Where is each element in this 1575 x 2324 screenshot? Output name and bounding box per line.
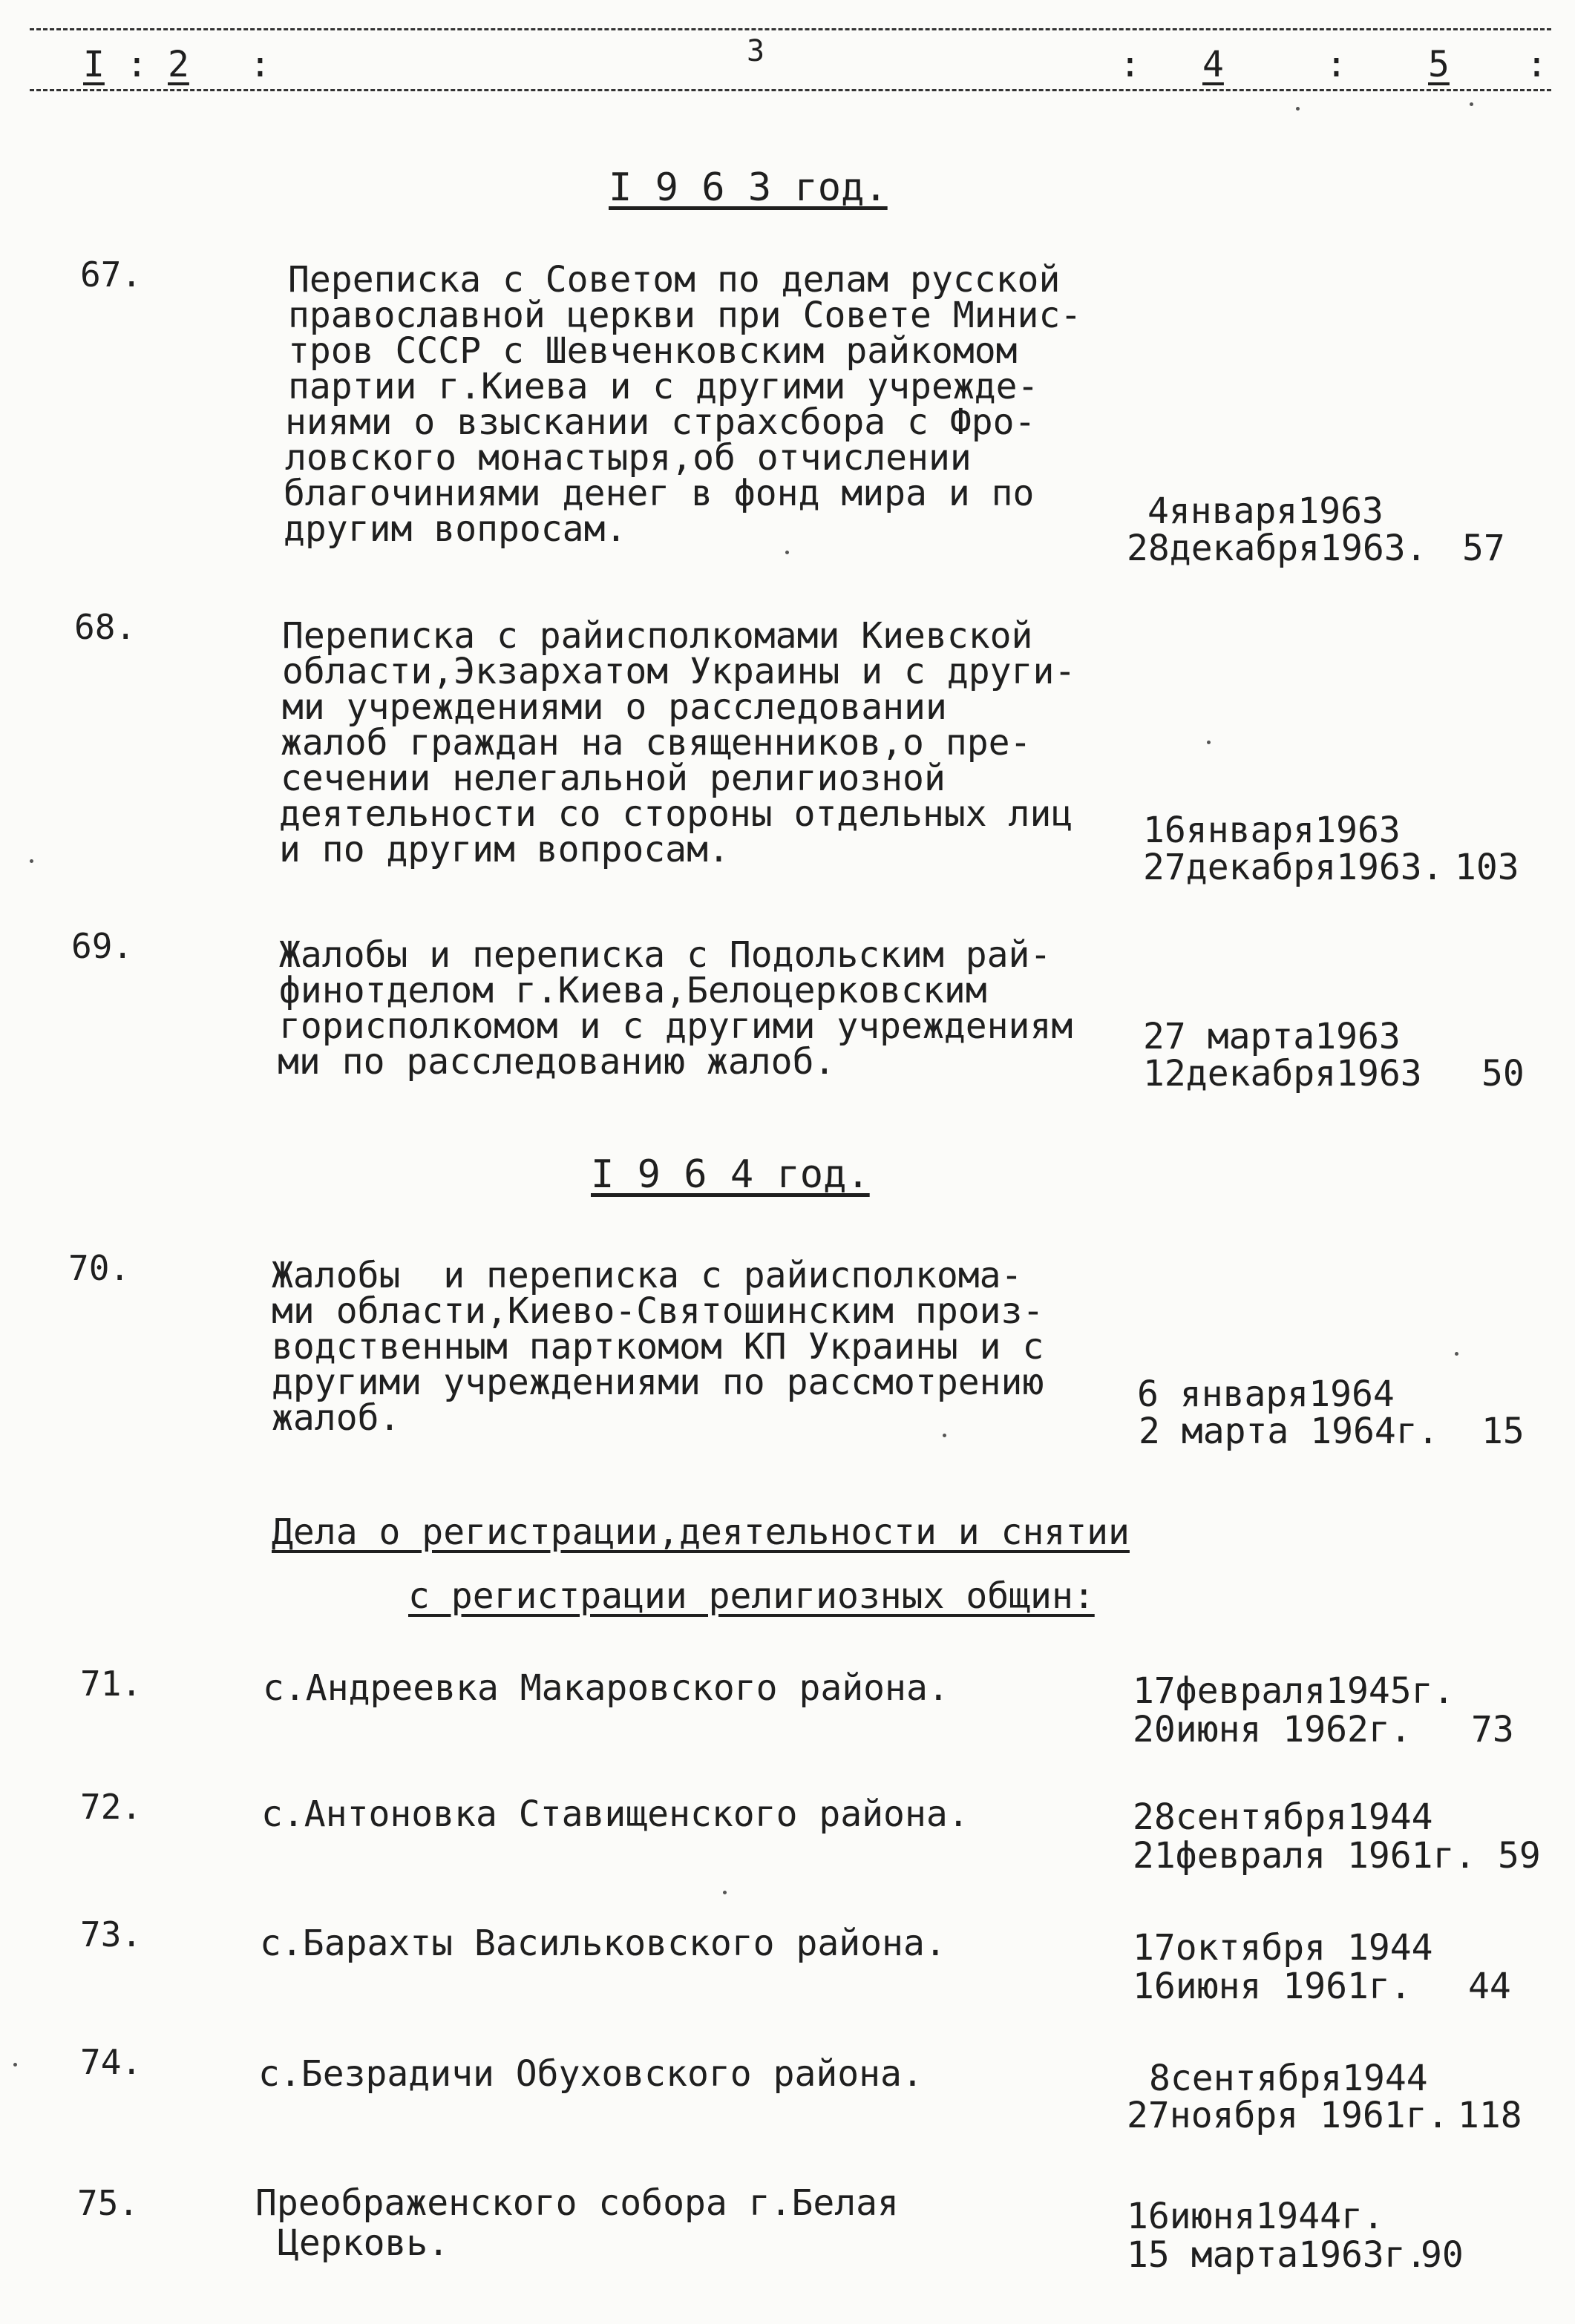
header-sep: : — [1326, 44, 1347, 85]
entry-text-line: ми области,Киево-Святошинским произ- — [272, 1290, 1044, 1332]
entry-number: 70. — [68, 1248, 131, 1288]
entry-text-line: с.Андреевка Макаровского района. — [263, 1667, 949, 1709]
header-col5: 5 — [1428, 44, 1450, 85]
scan-speck — [1207, 741, 1211, 744]
header-col3: 3 — [747, 34, 765, 68]
scan-speck — [30, 859, 33, 863]
entry-number: 67. — [80, 255, 143, 295]
entry-date-to: 12декабря1963 — [1143, 1053, 1422, 1094]
entry-date-from: 16июня1944г. — [1127, 2196, 1384, 2237]
entry-sheets: 73 — [1471, 1709, 1514, 1750]
section-title-1964: I 9 6 4 год. — [591, 1152, 870, 1197]
entry-sheets: 103 — [1455, 847, 1519, 888]
entry-date-to: 28декабря1963. — [1127, 528, 1427, 569]
entry-number: 75. — [77, 2183, 140, 2223]
entry-text-line: водственным парткомом КП Украины и с — [272, 1326, 1044, 1368]
entry-date-from: 27 марта1963 — [1143, 1016, 1401, 1057]
entry-number: 74. — [80, 2042, 143, 2082]
section-title-1963: I 9 6 3 год. — [609, 165, 888, 210]
entry-text-line: с.Безрадичи Обуховского района. — [258, 2053, 923, 2095]
entry-text-line: Переписка с Советом по делам русской — [288, 259, 1061, 301]
entry-sheets: 50 — [1481, 1053, 1525, 1094]
entry-text-line: Жалобы и переписка с райисполкома- — [272, 1255, 1023, 1296]
entry-text-line: другими учреждениями по рассмотрению — [272, 1362, 1044, 1403]
header-sep: : — [1526, 44, 1548, 85]
entry-text-line: деятельности со стороны отдельных лиц — [279, 793, 1073, 835]
entry-text-line: Преображенского собора г.Белая — [255, 2182, 899, 2224]
section-title-registration: Дела о регистрации,деятельности и снятии — [272, 1511, 1130, 1553]
entry-number: 71. — [80, 1664, 143, 1704]
entry-date-from: 28сентября1944 — [1133, 1796, 1433, 1838]
entry-text-line: тров СССР с Шевченковским райкомом — [288, 330, 1018, 372]
entry-date-to: 21февраля 1961г. — [1133, 1835, 1476, 1877]
header-sep: : — [249, 44, 271, 85]
header-sep: : — [1119, 44, 1141, 85]
entry-sheets: 57 — [1462, 528, 1505, 569]
entry-text-line: Жалобы и переписка с Подольским рай- — [279, 934, 1052, 976]
entry-date-from: 17октября 1944 — [1133, 1927, 1433, 1969]
entry-sheets: 118 — [1458, 2095, 1522, 2136]
entry-text-line: ми по расследованию жалоб. — [278, 1041, 836, 1083]
entry-date-to: 27декабря1963. — [1143, 847, 1444, 888]
entry-text-line: сечении нелегальной религиозной — [281, 758, 946, 799]
scan-speck — [943, 1434, 946, 1437]
entry-text-line: жалоб. — [272, 1397, 401, 1439]
entry-text-line: ловского монастыря,об отчислении — [285, 437, 972, 479]
entry-text-line: с.Барахты Васильковского района. — [260, 1923, 946, 1964]
entry-date-from: 17февраля1945г. — [1133, 1670, 1455, 1712]
entry-date-to: 27ноября 1961г. — [1127, 2095, 1449, 2136]
entry-text-line: и по другим вопросам. — [279, 829, 730, 870]
scan-speck — [723, 1891, 727, 1894]
entry-sheets: 90 — [1421, 2234, 1464, 2276]
scan-speck — [1296, 107, 1300, 111]
entry-text-line: другим вопросам. — [284, 508, 627, 550]
entry-text-line: с.Антоновка Ставищенского района. — [261, 1793, 969, 1835]
header-rule-bottom — [30, 89, 1551, 91]
entry-number: 69. — [71, 926, 134, 966]
entry-text-line: партии г.Киева и с другими учрежде- — [288, 366, 1039, 407]
header-rule-top — [30, 28, 1551, 30]
entry-number: 68. — [74, 607, 137, 647]
scan-speck — [13, 2063, 17, 2067]
entry-date-to: 2 марта 1964г. — [1139, 1411, 1439, 1452]
entry-text-line: горисполкомом и с другими учреждениям — [279, 1005, 1073, 1047]
entry-date-from: 4января1963 — [1147, 490, 1384, 532]
entry-text-line: православной церкви при Совете Минис- — [288, 295, 1082, 336]
entry-date-from: 6 января1964 — [1137, 1373, 1395, 1415]
scan-speck — [1455, 1352, 1458, 1356]
entry-text-line: области,Экзархатом Украины и с други- — [282, 651, 1076, 692]
scan-speck — [785, 551, 789, 554]
entry-text-line: жалоб граждан на священников,о пре- — [281, 722, 1032, 764]
entry-number: 72. — [80, 1787, 143, 1827]
entry-number: 73. — [80, 1914, 143, 1954]
entry-sheets: 15 — [1481, 1411, 1525, 1452]
entry-date-to: 20июня 1962г. — [1133, 1709, 1412, 1750]
header-sep: : — [126, 44, 148, 85]
header-col4: 4 — [1202, 44, 1224, 85]
entry-text-line: Церковь. — [278, 2222, 450, 2264]
entry-date-from: 16января1963 — [1143, 810, 1401, 851]
header-col2: 2 — [168, 44, 189, 85]
entry-date-from: 8сентября1944 — [1149, 2058, 1428, 2099]
entry-text-line: ми учреждениями о расследовании — [282, 686, 947, 728]
section-subtitle-registration: с регистрации религиозных общин: — [408, 1575, 1095, 1617]
entry-date-to: 15 марта1963г. — [1127, 2234, 1427, 2276]
entry-date-to: 16июня 1961г. — [1133, 1966, 1412, 2007]
scan-speck — [1470, 102, 1473, 106]
entry-text-line: ниями о взыскании страхсбора с Фро- — [285, 401, 1036, 443]
entry-text-line: благочиниями денег в фонд мира и по — [284, 473, 1035, 514]
entry-sheets: 44 — [1468, 1966, 1511, 2007]
entry-text-line: Переписка с райисполкомами Киевской — [282, 615, 1033, 657]
header-col1: I — [83, 44, 105, 85]
entry-sheets: 59 — [1498, 1835, 1541, 1877]
entry-text-line: финотделом г.Киева,Белоцерковским — [279, 970, 987, 1011]
